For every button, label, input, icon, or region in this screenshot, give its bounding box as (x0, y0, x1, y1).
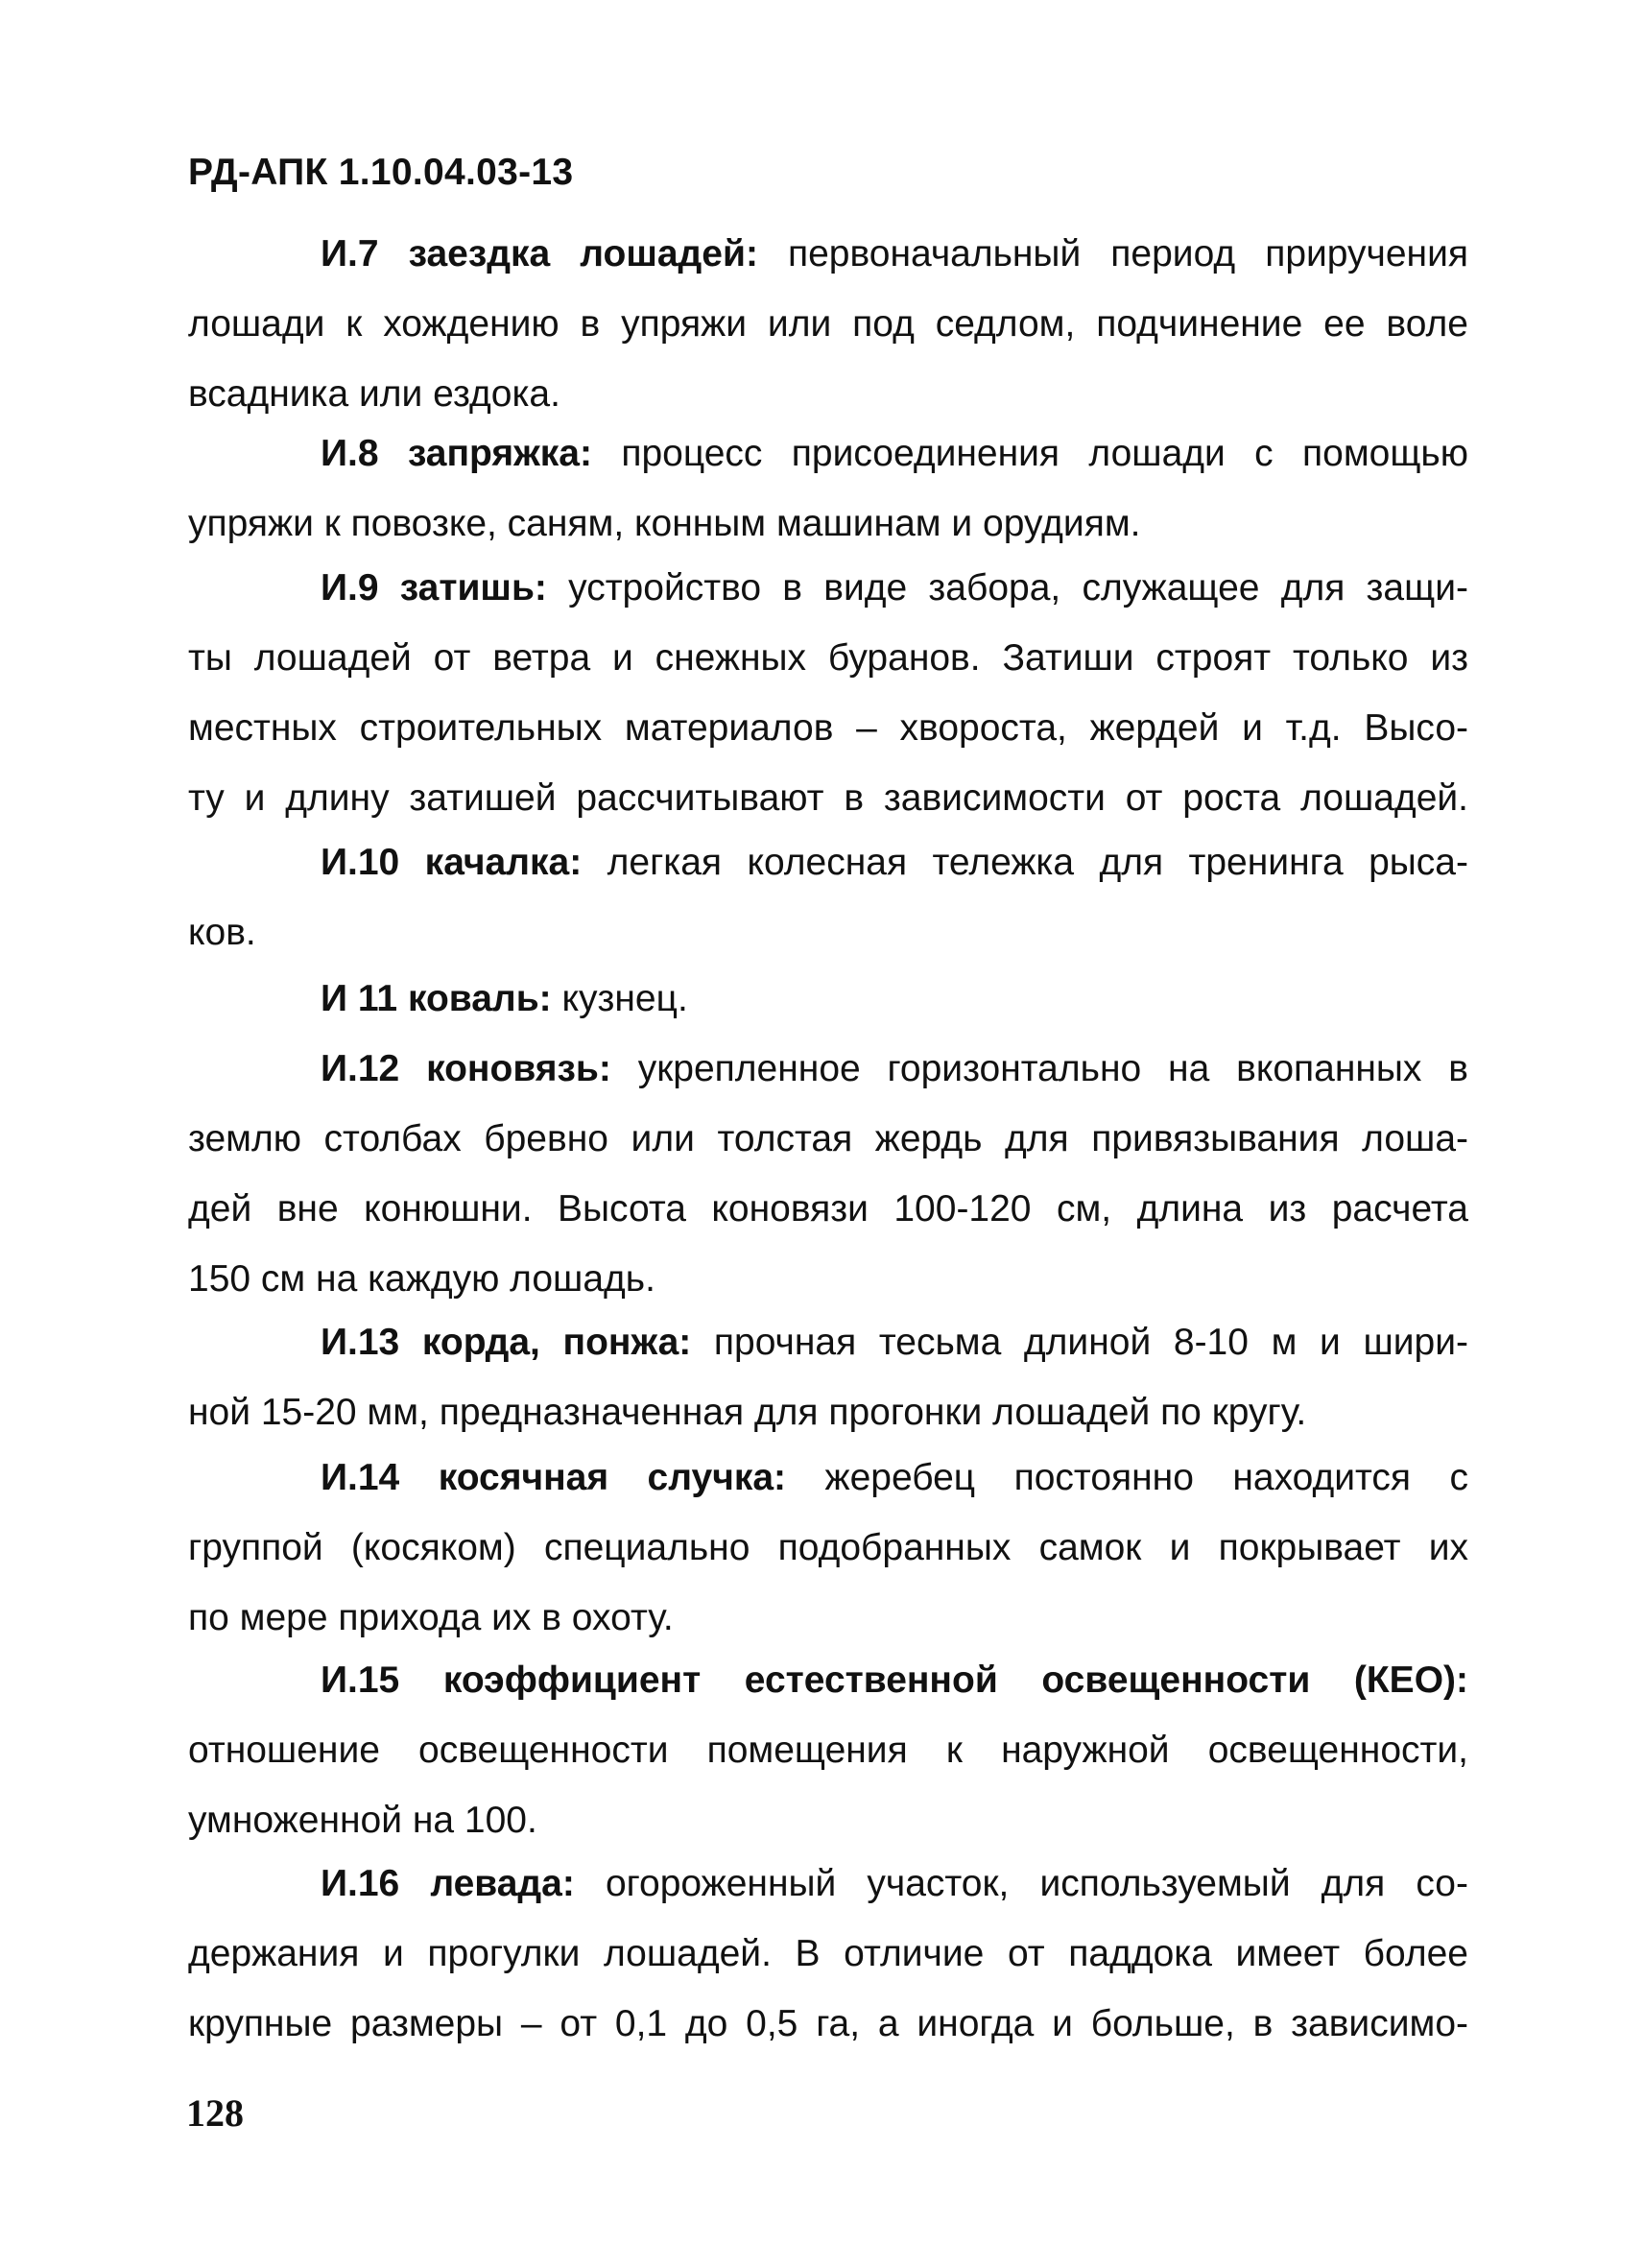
entry-i16 (188, 1849, 1468, 2059)
entry-text: землю столбах бревно или толстая жердь для привязывания лоша- (188, 1118, 1468, 1159)
entry-text: процесс присоединения лошади с помощью (591, 433, 1468, 474)
entry-term: качалка: (424, 842, 583, 883)
entry-text: огороженный участок, используемый для со- (574, 1863, 1468, 1904)
entry-text: лошади к хождению в упряжи или под седлом, подчинение ее воле (188, 303, 1468, 345)
entry-text: жеребец постоянно находится с (786, 1457, 1468, 1498)
entry-term: коваль: (407, 978, 552, 1019)
entry-number: И.7 (321, 233, 379, 275)
entry-text: ты лошадей от ветра и снежных буранов. Затиши строят только из (188, 637, 1468, 679)
entry-text: 150 см на каждую лошадь. (188, 1258, 655, 1300)
entry-i10 (188, 827, 1468, 967)
entry-text: ту и длину затишей рассчитывают в зависимости от роста лошадей. (188, 777, 1468, 819)
entry-term: коэффициент естественной освещенности (КЕО): (442, 1659, 1468, 1701)
entry-number: И.12 (321, 1048, 400, 1089)
entry-i13 (188, 1307, 1468, 1447)
entry-text: умноженной на 100. (188, 1800, 537, 1841)
entry-text: всадника или ездока. (188, 373, 560, 415)
entry-number: И.13 (321, 1322, 400, 1363)
entry-text: первоначальный период приручения (757, 233, 1468, 275)
entry-text: легкая колесная тележка для тренинга рыса- (582, 842, 1468, 883)
entry-i11 (188, 964, 1468, 1034)
entry-text: местных строительных материалов – хвороста, жердей и т.д. Высо- (188, 707, 1468, 749)
entry-number: И.16 (321, 1863, 400, 1904)
entry-i14 (188, 1443, 1468, 1653)
entry-number: И.8 (321, 433, 379, 474)
entry-text: укрепленное горизонтально на вкопанных в (610, 1048, 1468, 1089)
entry-text: крупные размеры – от 0,1 до 0,5 га, а иногда и больше, в зависимо- (188, 2003, 1468, 2044)
entry-term: затишь: (399, 567, 547, 609)
entry-text: держания и прогулки лошадей. В отличие от паддока имеет более (188, 1933, 1468, 1974)
entry-i8 (188, 418, 1468, 559)
entry-term: заездка лошадей: (408, 233, 758, 275)
entry-number: И.15 (321, 1659, 400, 1701)
page-number: 128 (186, 2091, 244, 2135)
entry-term: корда, понжа: (421, 1322, 692, 1363)
entry-text: прочная тесьма длиной 8-10 м и шири- (691, 1322, 1468, 1363)
entry-text: ков. (188, 912, 256, 953)
entry-i9 (188, 553, 1468, 833)
entry-term: левада: (430, 1863, 575, 1904)
entry-text: устройство в виде забора, служащее для защи- (546, 567, 1468, 609)
entry-number: И.14 (321, 1457, 400, 1498)
entry-number: И.9 (321, 567, 379, 609)
entry-text: отношение освещенности помещения к наружной освещенности, (188, 1730, 1468, 1771)
entry-text: по мере прихода их в охоту. (188, 1597, 674, 1638)
entry-i12 (188, 1034, 1468, 1314)
entry-number: И 11 (321, 978, 398, 1019)
entry-text: ной 15-20 мм, предназначенная для прогонки лошадей по кругу. (188, 1392, 1307, 1433)
entry-number: И.10 (321, 842, 400, 883)
entry-text: дей вне конюшни. Высота коновязи 100-120 см, длина из расчета (188, 1188, 1468, 1229)
entry-term: косячная случка: (438, 1457, 787, 1498)
entry-term: коновязь: (426, 1048, 611, 1089)
entry-i7 (188, 219, 1468, 429)
entry-text: кузнец. (551, 978, 688, 1019)
entry-term: запряжка: (407, 433, 592, 474)
entry-i15 (188, 1645, 1468, 1855)
entry-text: упряжи к повозке, саням, конным машинам и орудиям. (188, 503, 1141, 544)
document-code: РД-АПК 1.10.04.03-13 (188, 152, 574, 193)
entry-text: группой (косяком) специально подобранных самок и покрывает их (188, 1527, 1468, 1568)
